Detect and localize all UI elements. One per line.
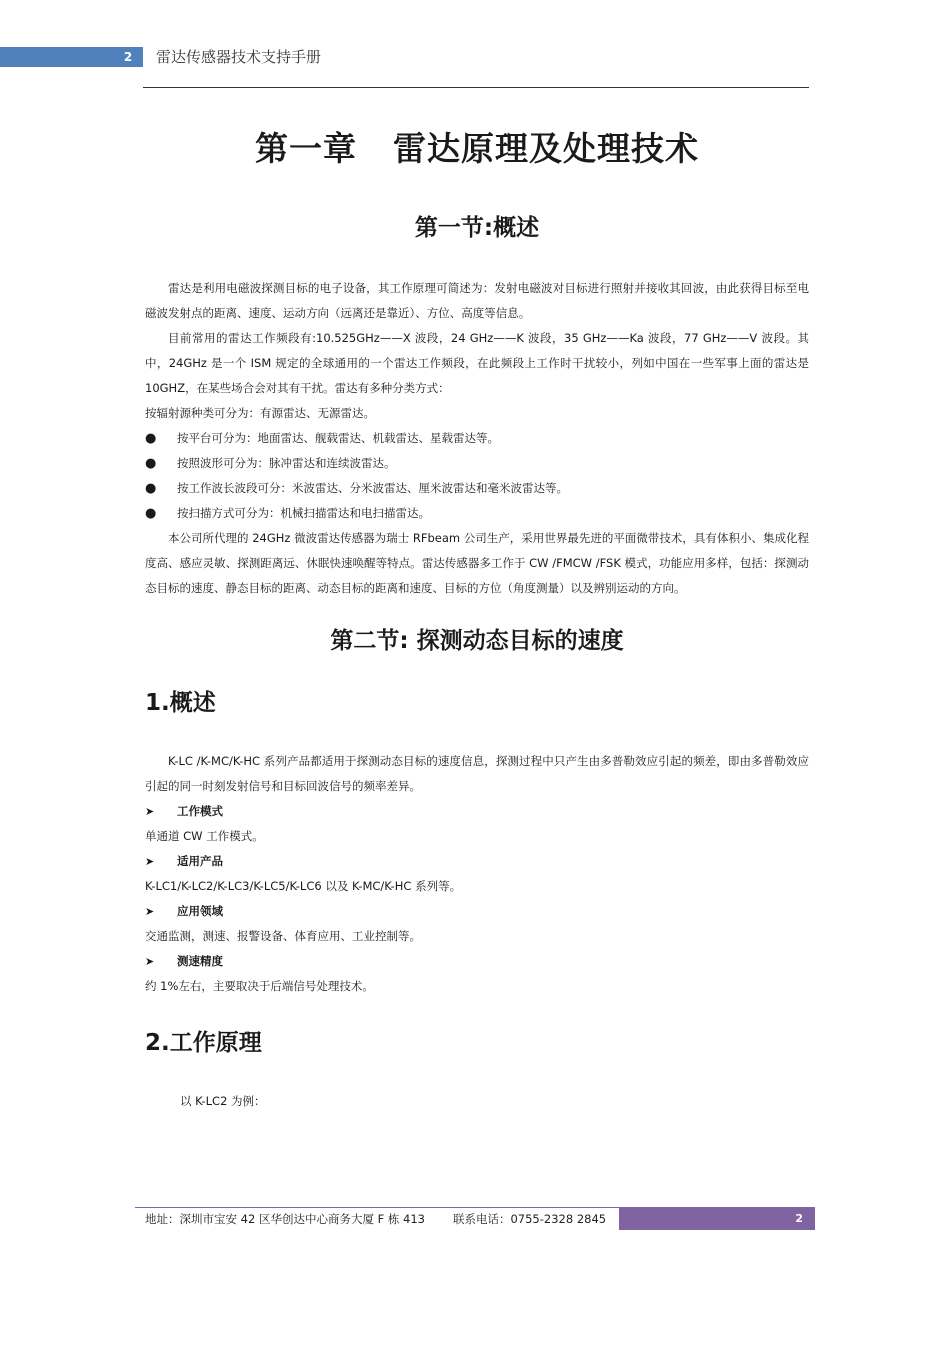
footer-address: 地址：深圳市宝安 42 区华创达中心商务大厦 F 栋 413 <box>145 1212 425 1226</box>
chapter-label: 第一章 <box>255 129 357 168</box>
bullet-dot-icon: ● <box>145 431 157 446</box>
footer-page-number: 2 <box>795 1212 803 1225</box>
spec-label: ➤ 工作模式 <box>145 799 809 824</box>
bullet-dot-icon: ● <box>145 456 157 471</box>
spec-value: 交通监测，测速、报警设备、体育应用、工业控制等。 <box>145 929 421 943</box>
bullet-item: ● 按平台可分为：地面雷达、舰载雷达、机载雷达、星载雷达等。 <box>145 426 809 451</box>
chapter-title: 雷达原理及处理技术 <box>393 129 699 168</box>
spec-value: K-LC1/K-LC2/K-LC3/K-LC5/K-LC6 以及 K-MC/K-HC 系列等。 <box>145 879 462 893</box>
spec-label: ➤ 测速精度 <box>145 949 809 974</box>
subsection-2-title: 2.工作原理 <box>145 1030 262 1056</box>
footer-phone: 联系电话：0755-2328 2845 <box>452 1212 607 1226</box>
section-1-paragraph-1: 雷达是利用电磁波探测目标的电子设备，其工作原理可简述为：发射电磁波对目标进行照射并接收其回波，由此获得目标至电磁波发射点的距离、速度、运动方向（远离还是靠近）、方位、高度等信息。 <box>145 281 809 320</box>
header-doc-title: 雷达传感器技术支持手册 <box>156 48 322 66</box>
header-divider <box>143 87 809 88</box>
subsection-2-example: 以 K-LC2 为例： <box>180 1094 266 1108</box>
footer-contact <box>145 1208 606 1230</box>
classification-bullet-list <box>145 426 809 526</box>
header-page-number: 2 <box>123 50 133 64</box>
subsection-1-title: 1.概述 <box>145 690 216 716</box>
bullet-item: ● 按扫描方式可分为：机械扫描雷达和电扫描雷达。 <box>145 501 809 526</box>
section-2-title: 第二节: 探测动态目标的速度 <box>330 628 624 654</box>
chapter-heading <box>145 124 809 174</box>
bullet-item: ● 按照波形可分为：脉冲雷达和连续波雷达。 <box>145 451 809 476</box>
spec-value: 约 1%左右，主要取决于后端信号处理技术。 <box>145 979 374 993</box>
bullet-item: ● 按工作波长波段可分：米波雷达、分米波雷达、厘米波雷达和毫米波雷达等。 <box>145 476 809 501</box>
bullet-dot-icon: ● <box>145 506 157 521</box>
section-1-paragraph-3: 按辐射源种类可分为：有源雷达、无源雷达。 <box>145 406 375 420</box>
section-1-title: 第一节:概述 <box>414 215 540 241</box>
spec-list <box>145 799 809 999</box>
spec-value: 单通道 CW 工作模式。 <box>145 829 264 843</box>
arrow-right-icon: ➤ <box>145 855 155 868</box>
spec-label: ➤ 适用产品 <box>145 849 809 874</box>
subsection-1-paragraph: K-LC /K-MC/K-HC 系列产品都适用于探测动态目标的速度信息，探测过程中只产生由多普勒效应引起的频差，即由多普勒效应引起的同一时刻发射信号和目标回波信号的频率差异。 <box>145 754 809 793</box>
footer-accent-bar <box>619 1208 815 1230</box>
arrow-right-icon: ➤ <box>145 805 155 818</box>
spec-label: ➤ 应用领域 <box>145 899 809 924</box>
arrow-right-icon: ➤ <box>145 955 155 968</box>
arrow-right-icon: ➤ <box>145 905 155 918</box>
section-1-paragraph-4: 本公司所代理的 24GHz 微波雷达传感器为瑞士 RFbeam 公司生产，采用世界最先进的平面微带技术，具有体积小、集成化程度高、感应灵敏、探测距离远、休眠快速唤醒等特点。雷达传感器多工作于 CW /FMCW /FSK 模式，功能应用多样，包括：探测动态目标的速度、静态目标的距离、动态目标的距离和速度、目标的方位（角度测量）以及辨别运动的方向。 <box>145 531 809 595</box>
section-1-paragraph-2: 目前常用的雷达工作频段有:10.525GHz——X 波段，24 GHz——K 波段，35 GHz——Ka 波段，77 GHz——V 波段。其中，24GHz 是一个 ISM 规定的全球通用的一个雷达工作频段，在此频段上工作时干扰较小，列如中国在一些军事上面的雷达是 10GHZ，在某些场合会对其有干扰。雷达有多种分类方式： <box>145 331 809 395</box>
page-content <box>145 120 809 1114</box>
bullet-dot-icon: ● <box>145 481 157 496</box>
